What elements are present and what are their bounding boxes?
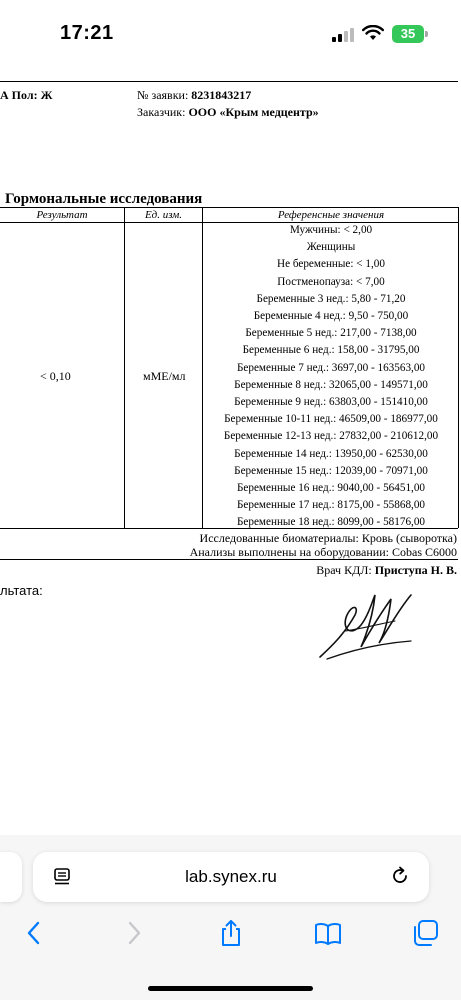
reference-value-line: Беременные 4 нед.: 9,50 - 750,00 [253, 310, 409, 322]
reference-value-line: Беременные 16 нед.: 9040,00 - 56451,00 [236, 482, 426, 494]
share-icon[interactable] [216, 918, 246, 948]
column-header-result: Результат [36, 209, 88, 221]
doctor-signature-line [316, 563, 457, 578]
table-header-divider [0, 222, 458, 223]
home-indicator [148, 986, 313, 991]
reload-icon[interactable] [390, 866, 410, 886]
doctor-label: Врач КДЛ: [316, 563, 372, 577]
order-number: 8231843217 [191, 88, 252, 102]
status-time: 17:21 [60, 22, 114, 44]
table-right-border [458, 207, 459, 528]
battery-level: 35 [392, 25, 424, 43]
reference-value-line: Беременные 17 нед.: 8175,00 - 55868,00 [236, 499, 426, 512]
result-label-fragment: льтата: [0, 583, 43, 598]
equipment-note: Анализы выполнены на оборудовании: Cobas C6000 [189, 545, 457, 559]
section-title: Гормональные исследования [5, 191, 203, 207]
customer-name: ООО «Крым медцентр» [188, 105, 319, 119]
footer-divider [0, 559, 458, 560]
reference-value-line: Беременные 18 нед.: 8099,00 - 58176,00 [236, 516, 426, 529]
tabs-icon[interactable] [410, 918, 440, 948]
doctor-name: Приступа Н. В. [374, 563, 457, 577]
reference-value-line: Беременные 10-11 нед.: 46509,00 - 186977,00 [224, 413, 438, 426]
header-divider [0, 81, 458, 82]
reference-value-line: Женщины [306, 241, 356, 254]
reference-value-line: Беременные 12-13 нед.: 27832,00 - 210612,00 [223, 430, 439, 443]
reference-value-line: Беременные 6 нед.: 158,00 - 31795,00 [242, 344, 420, 357]
reference-value-line: Беременные 7 нед.: 3697,00 - 163563,00 [236, 361, 426, 374]
previous-tab-peek[interactable] [0, 852, 22, 902]
biomaterial-note: Исследованные биоматериалы: Кровь (сыворотка) [199, 531, 457, 545]
table-bottom-border [0, 528, 458, 529]
column-divider [124, 207, 125, 528]
patient-sex: А Пол: Ж [0, 88, 53, 102]
column-header-reference: Референсные значения [277, 209, 385, 221]
customer-label: Заказчик: [137, 105, 186, 119]
column-header-unit: Ед. изм. [144, 209, 183, 221]
order-info [137, 88, 251, 103]
url-text[interactable]: lab.synex.ru [185, 867, 277, 886]
cellular-signal-icon [332, 28, 354, 42]
bookmarks-icon[interactable] [313, 918, 343, 948]
reference-value-line: Беременные 5 нед.: 217,00 - 7138,00 [245, 327, 417, 340]
reference-value-line: Беременные 3 нед.: 5,80 - 71,20 [256, 292, 406, 305]
reference-value-line: Беременные 14 нед.: 13950,00 - 62530,00 [234, 447, 428, 460]
reference-value-line: Беременные 8 нед.: 32065,00 - 149571,00 [234, 378, 428, 391]
section-divider [0, 207, 458, 208]
reference-value-line: Не беременные: < 1,00 [276, 258, 385, 271]
handwritten-signature [315, 585, 415, 665]
order-label: № заявки: [137, 88, 189, 102]
battery-tip [425, 31, 428, 37]
forward-chevron-icon[interactable] [118, 918, 148, 948]
reference-value-line: Постменопауза: < 7,00 [277, 275, 385, 288]
result-value: < 0,10 [40, 369, 71, 383]
back-chevron-icon[interactable] [20, 918, 50, 948]
customer-info [137, 105, 319, 120]
reference-value-line: Беременные 9 нед.: 63803,00 - 151410,00 [234, 396, 428, 408]
column-divider [202, 207, 203, 528]
unit-value: мМЕ/мл [143, 369, 186, 383]
reference-value-line: Мужчины: < 2,00 [289, 224, 373, 236]
reference-value-line: Беременные 15 нед.: 12039,00 - 70971,00 [234, 464, 428, 477]
wifi-icon [362, 25, 384, 41]
